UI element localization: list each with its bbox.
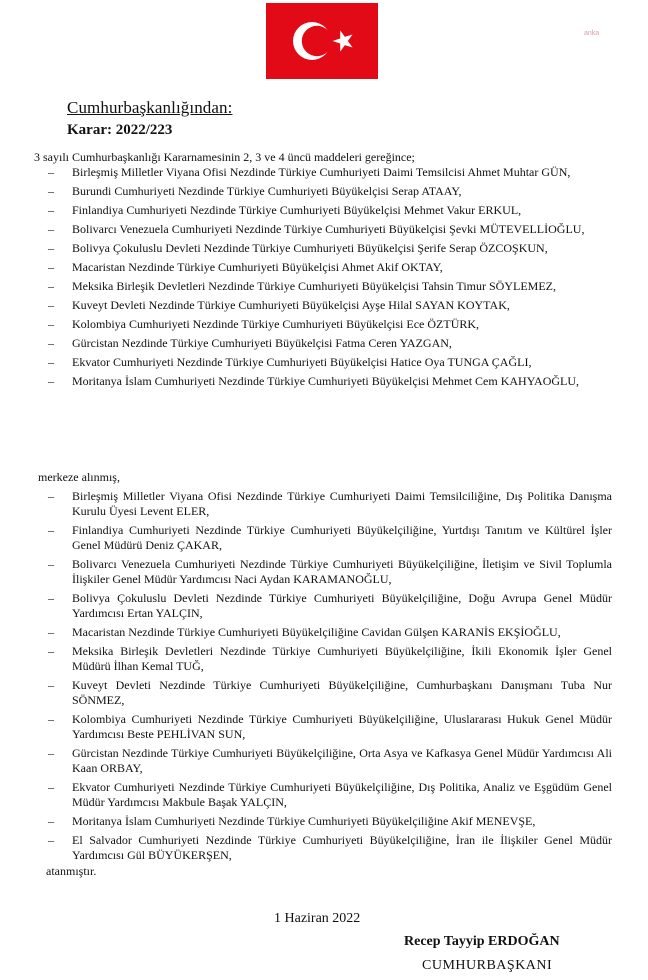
list-dash: –	[48, 644, 54, 658]
list-dash: –	[48, 336, 54, 350]
list-item-text: Burundi Cumhuriyeti Nezdinde Türkiye Cumhuriyeti Büyükelçisi Serap ATAAY,	[72, 184, 462, 198]
list-item-text: Gürcistan Nezdinde Türkiye Cumhuriyeti Büyükelçiliğine, Orta Asya ve Kafkasya Genel Müdür Yardımcısı Ali Kaan ORBAY,	[72, 746, 612, 775]
list-item-text: Gürcistan Nezdinde Türkiye Cumhuriyeti Büyükelçisi Fatma Ceren YAZGAN,	[72, 336, 452, 350]
list-item-text: Kolombiya Cumhuriyeti Nezdinde Türkiye Cumhuriyeti Büyükelçiliğine, Uluslararası Hukuk Genel Müdür Yardımcısı Beste PEHLİVAN SUN,	[72, 712, 612, 741]
list-item-text: Finlandiya Cumhuriyeti Nezdinde Türkiye Cumhuriyeti Büyükelçisi Mehmet Vakur ERKUL,	[72, 203, 522, 217]
list-dash: –	[48, 298, 54, 312]
list-item-text: Bolivarcı Venezuela Cumhuriyeti Nezdinde Türkiye Cumhuriyeti Büyükelçiliğine, İletişim ve Sivil Toplumla İlişkiler Genel Müdür Yardımcısı Naci Aydan KARAMANOĞLU,	[72, 557, 612, 586]
list-item	[34, 298, 612, 313]
dismissals-list	[34, 165, 612, 393]
list-item	[34, 184, 612, 199]
list-item	[34, 203, 612, 218]
list-dash: –	[48, 279, 54, 293]
list-dash: –	[48, 523, 54, 537]
list-item-text: Meksika Birleşik Devletleri Nezdinde Türkiye Cumhuriyeti Büyükelçiliğine, İkili Ekonomik İşler Genel Müdürü İlhan Kemal TUĞ,	[72, 644, 612, 673]
issuer-title: Cumhurbaşkanlığından:	[67, 98, 233, 117]
list-dash: –	[48, 165, 54, 179]
appointments-list	[34, 489, 612, 867]
list-item	[34, 336, 612, 351]
list-item	[34, 222, 612, 237]
list-dash: –	[48, 260, 54, 274]
list-dash: –	[48, 203, 54, 217]
transition-text: merkeze alınmış,	[38, 470, 120, 484]
list-item-text: Kuveyt Devleti Nezdinde Türkiye Cumhuriyeti Büyükelçiliğine, Cumhurbaşkanı Danışmanı Tuba Nur SÖNMEZ,	[72, 678, 612, 707]
list-item-text: Ekvator Cumhuriyeti Nezdinde Türkiye Cumhuriyeti Büyükelçiliğine, Dış Politika, Analiz ve Eşgüdüm Genel Müdür Yardımcısı Makbule Başak YALÇIN,	[72, 780, 612, 809]
list-item	[34, 712, 612, 742]
list-item	[34, 625, 612, 640]
list-dash: –	[48, 746, 54, 760]
list-item-text: El Salvador Cumhuriyeti Nezdinde Türkiye Cumhuriyeti Büyükelçiliğine, İran ile İlişkiler Genel Müdür Yardımcısı Gül BÜYÜKERŞEN,	[72, 833, 612, 862]
list-item-text: Bolivya Çokuluslu Devleti Nezdinde Türkiye Cumhuriyeti Büyükelçiliğine, Doğu Avrupa Genel Müdür Yardımcısı Ertan YALÇIN,	[72, 591, 612, 620]
decree-date: 1 Haziran 2022	[274, 911, 361, 926]
list-item-text: Kolombiya Cumhuriyeti Nezdinde Türkiye Cumhuriyeti Büyükelçisi Ece ÖZTÜRK,	[72, 317, 480, 331]
list-item	[34, 746, 612, 776]
intro-paragraph: 3 sayılı Cumhurbaşkanlığı Kararnamesinin 2, 3 ve 4 üncü maddeleri gereğince;	[34, 150, 415, 164]
list-item	[34, 374, 612, 389]
turkish-flag	[266, 3, 378, 79]
list-item-text: Bolivarcı Venezuela Cumhuriyeti Nezdinde Türkiye Cumhuriyeti Büyükelçisi Şevki MÜTEVELLİOĞLU,	[72, 222, 585, 236]
watermark-text: anka	[584, 30, 600, 37]
list-dash: –	[48, 317, 54, 331]
list-item-text: Moritanya İslam Cumhuriyeti Nezdinde Türkiye Cumhuriyeti Büyükelçiliğine Akif MENEVŞE,	[72, 814, 536, 828]
list-item-text: Ekvator Cumhuriyeti Nezdinde Türkiye Cumhuriyeti Büyükelçisi Hatice Oya TUNGA ÇAĞLI,	[72, 355, 532, 369]
list-item	[34, 591, 612, 621]
list-item-text: Finlandiya Cumhuriyeti Nezdinde Türkiye Cumhuriyeti Büyükelçiliğine, Yurtdışı Tanıtım ve Kültürel İşler Genel Müdürü Deniz ÇAKAR,	[72, 523, 612, 552]
list-dash: –	[48, 184, 54, 198]
list-item-text: Birleşmiş Milletler Viyana Ofisi Nezdinde Türkiye Cumhuriyeti Daimi Temsilcisi Ahmet Muhtar GÜN,	[72, 165, 571, 179]
list-item	[34, 165, 612, 180]
list-item	[34, 279, 612, 294]
list-dash: –	[48, 780, 54, 794]
list-dash: –	[48, 678, 54, 692]
list-item-text: Macaristan Nezdinde Türkiye Cumhuriyeti Büyükelçiliğine Cavidan Gülşen KARANİS EKŞİOĞLU,	[72, 625, 561, 639]
list-dash: –	[48, 591, 54, 605]
list-item	[34, 780, 612, 810]
list-dash: –	[48, 222, 54, 236]
list-item	[34, 557, 612, 587]
list-item-text: Bolivya Çokuluslu Devleti Nezdinde Türkiye Cumhuriyeti Büyükelçisi Şerife Serap ÖZCOŞKUN,	[72, 241, 548, 255]
list-item	[34, 260, 612, 275]
list-item	[34, 489, 612, 519]
signer-title: CUMHURBAŞKANI	[422, 958, 553, 973]
list-dash: –	[48, 489, 54, 503]
list-dash: –	[48, 625, 54, 639]
list-item	[34, 814, 612, 829]
closing-text: atanmıştır.	[46, 864, 97, 878]
list-item	[34, 678, 612, 708]
list-dash: –	[48, 814, 54, 828]
list-dash: –	[48, 355, 54, 369]
list-dash: –	[48, 557, 54, 571]
list-dash: –	[48, 374, 54, 388]
list-dash: –	[48, 712, 54, 726]
list-item	[34, 241, 612, 256]
list-item	[34, 523, 612, 553]
list-item-text: Kuveyt Devleti Nezdinde Türkiye Cumhuriyeti Büyükelçisi Ayşe Hilal SAYAN KOYTAK,	[72, 298, 510, 312]
list-item-text: Meksika Birleşik Devletleri Nezdinde Türkiye Cumhuriyeti Büyükelçisi Tahsin Timur SÖYLEMEZ,	[72, 279, 556, 293]
decision-number: Karar: 2022/223	[67, 122, 173, 138]
signer-name: Recep Tayyip ERDOĞAN	[404, 934, 560, 949]
list-dash: –	[48, 833, 54, 847]
list-item	[34, 317, 612, 332]
list-item-text: Moritanya İslam Cumhuriyeti Nezdinde Türkiye Cumhuriyeti Büyükelçisi Mehmet Cem KAHYAOĞLU,	[72, 374, 580, 388]
list-item-text: Macaristan Nezdinde Türkiye Cumhuriyeti Büyükelçisi Ahmet Akif OKTAY,	[72, 260, 443, 274]
list-item	[34, 355, 612, 370]
list-item	[34, 644, 612, 674]
list-item	[34, 833, 612, 863]
list-item-text: Birleşmiş Milletler Viyana Ofisi Nezdinde Türkiye Cumhuriyeti Daimi Temsilciliğine, Dış Politika Danışma Kurulu Üyesi Levent ELER,	[72, 489, 612, 518]
crescent-star-icon	[266, 3, 378, 79]
list-dash: –	[48, 241, 54, 255]
